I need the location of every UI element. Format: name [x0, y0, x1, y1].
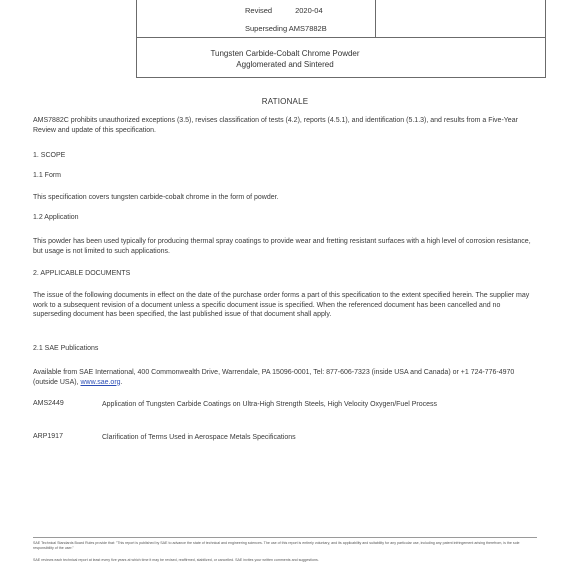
document-subtitle: Agglomerated and Sintered	[236, 60, 334, 69]
revised-label: Revised	[245, 6, 273, 15]
sae-publications-text	[33, 368, 537, 387]
footer-notice: SAE Technical Standards Board Rules provide that: "This report is published by SAE to advance the state of technical and engineering sciences. The use of this report is entirely voluntary, and its applicability and suitability for any particular use, including any patent infringement arising therefrom, is the sole responsibility of the user."	[33, 541, 520, 550]
reference-code: AMS2449	[33, 400, 64, 407]
sae-text-end: .	[120, 378, 123, 386]
form-heading: 1.1 Form	[33, 172, 62, 179]
rationale-text: AMS7882C prohibits unauthorized exceptions (3.5), revises classification of tests (4.2), reports (4.5.1), and identification (5.1.3), and results from a Five-Year Review and update of this specification.	[33, 117, 518, 134]
applicable-documents-text: The issue of the following documents in effect on the date of the purchase order forms a part of this specification to the extent specified herein. The supplier may work to a subsequent revision of a document unless a specific document issue is specified. When the referenced document has been cancelled and no superseding document has been specified, the last published issue of that document shall apply.	[33, 292, 530, 318]
document-title: Tungsten Carbide-Cobalt Chrome Powder	[210, 49, 360, 58]
revised-row	[245, 6, 323, 15]
sae-address-text: Available from SAE International, 400 Commonwealth Drive, Warrendale, PA 15096-0001, Tel: 877-606-7323 (inside USA and Canada) or +1 724-776-4970 (outside USA),	[33, 369, 515, 386]
footer-review-notice: SAE reviews each technical report at least every five years at which time it may be revised, reaffirmed, stabilized, or cancelled. SAE invites your written comments and suggestions.	[33, 558, 319, 562]
header-divider-horizontal	[137, 37, 545, 38]
reference-title: Application of Tungsten Carbide Coatings on Ultra-High Strength Steels, High Velocity Oxygen/Fuel Process	[102, 401, 438, 408]
superseding-label: Superseding AMS7882B	[245, 24, 327, 33]
form-text: This specification covers tungsten carbide-cobalt chrome in the form of powder.	[33, 194, 279, 201]
reference-title: Clarification of Terms Used in Aerospace Metals Specifications	[102, 434, 296, 441]
header-divider-vertical	[375, 0, 376, 37]
rationale-heading: RATIONALE	[261, 97, 309, 106]
application-text: This powder has been used typically for producing thermal spray coatings to provide wear and fretting resistant surfaces with a high level of corrosion resistance, but usage is not limited to such applications.	[33, 238, 531, 255]
application-heading: 1.2 Application	[33, 214, 79, 221]
scope-heading: 1. SCOPE	[33, 152, 66, 159]
footer-divider	[33, 537, 537, 538]
sae-publications-heading: 2.1 SAE Publications	[33, 345, 99, 352]
revised-value: 2020-04	[295, 6, 323, 15]
applicable-documents-heading: 2. APPLICABLE DOCUMENTS	[33, 270, 131, 277]
sae-website-link[interactable]: www.sae.org	[80, 378, 121, 386]
reference-code: ARP1917	[33, 433, 63, 440]
